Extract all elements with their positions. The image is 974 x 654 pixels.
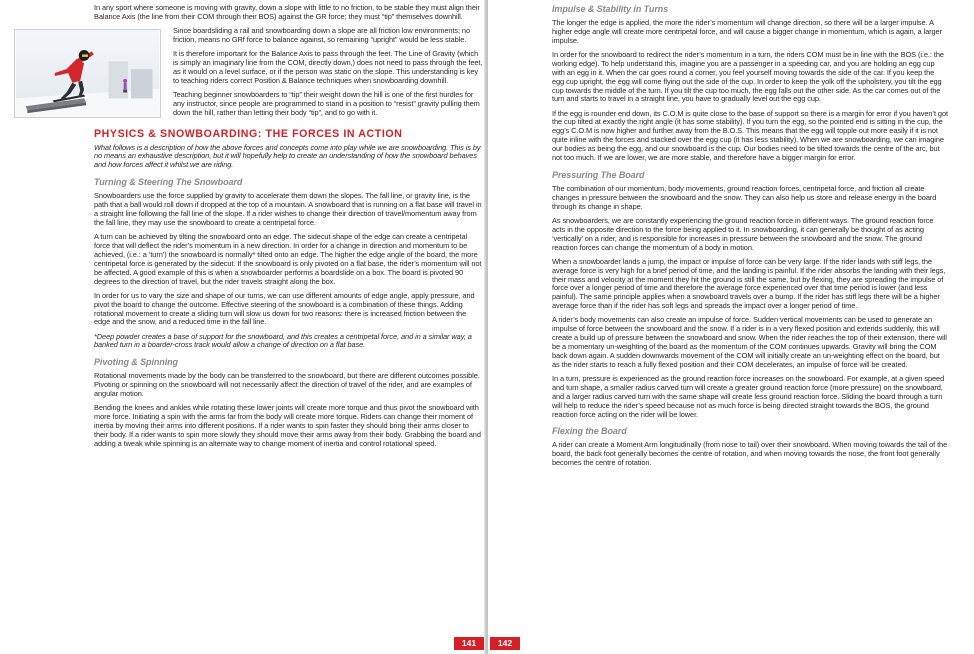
pivot-paragraph-1: Rotational movements made by the body can be transferred to the snowboard, but there are different outcomes possible. Pivoting or spinning on the snowboard will not necessarily affect the direction of travel of the rider, and are examples of angular motion. [94, 371, 480, 399]
pressure-paragraph-1: The combination of our momentum, body movements, ground reaction forces, centripetal force, and friction all create changes in pressure between the snowboard and the snow. They can also help us store and release energy in the board through its change in shape. [552, 183, 937, 211]
photo-graphic [15, 30, 160, 117]
right-page [488, 0, 974, 654]
pressure-paragraph-5: In a turn, pressure is experienced as the ground reaction force increases on the snowboard. For example, at a given speed and turn shape, a smaller radius carved turn will create a greater ground reaction force (more pressure) on the snowboard, and a larger radius carved turn with the same shape will create less ground reaction force. Sliding the board through a turn will help to reduce the rider’s speed because not as much force is being directed straight towards the BOS, the ground reaction force acting on the rider will be lower. [552, 373, 945, 419]
page-number-left: 141 [454, 637, 484, 650]
flex-paragraph-1: A rider can create a Moment Arm longitudinally (from nose to tail) over their snowboard. When moving towards the tail of the board, the back foot generally becomes the centre of rotation, and when moving towards the nose, the front foot generally becomes the centre of rotation. [552, 440, 948, 468]
snowboarder-on-box-photo [14, 29, 161, 118]
subheading-flexing: Flexing the Board [552, 426, 627, 437]
section-title: PHYSICS & SNOWBOARDING: THE FORCES IN ACTION [94, 127, 403, 140]
left-column [94, 4, 484, 454]
impulse-paragraph-2: In order for the snowboard to redirect the rider’s momentum in a turn, the riders COM must be in line with the BOS (i.e.: the working edge). To help understand this, imagine you are a passenger in a speeding car, and you are holding an egg cup with an egg in it. When the car goes round a corner, you feel yourself moving towards the side of the car. If you keep the egg cup upright, the egg will come flying out the side of the cup. In order to keep the yolk off the upholstery, you tilt the egg cup towards the middle of the turn. If you tilt the cup too much, the egg falls out the other side. As the car comes out of the turn and starts to travel in a straight line, you have to gradually level out the egg cup. [552, 49, 944, 104]
pressure-paragraph-4: A rider’s body movements can also create an impulse of force. Sudden vertical movements can be used to generate an impulse of force between the snowboard and the snow. If a rider is in a very flexed position and extends suddenly, this will create a build up of pressure between the snowboard and snow. When the rider reaches the top of their extension, there will be a momentary un-weighting of the board as the momentum of the COM continues upwards. Gravity will bring the COM back down again. A sudden downwards movement of the COM will initially create an un-weighting effect on the board, but as the rider starts to reach a fully flexed position and their COM decelerates, an impulse of force will be created. [552, 315, 947, 369]
intro-paragraph-3: It is therefore important for the Balance Axis to pass through the feet. The Line of Gravity (which is simply an imaginary line from the COM, directly down,) does not need to pass through the feet, as it would on a level surface, or if the person was static on the slope. This understanding is key to teaching riders correct Position & Balance techniques when snowboarding downhill. [173, 49, 483, 85]
turning-paragraph-3: In order for us to vary the size and shape of our turns, we can use different amounts of edge angle, apply pressure, and pivot the board to change the outcome. Effective steering of the snowboard is a combination of these things. Adding rotational movement to create a sliding turn will slow us down for two reasons: there is increased friction between the edge and the snow, and a reduced time in the fall line. [94, 290, 475, 327]
pivot-paragraph-2: Bending the knees and ankles while rotating these lower joints will create more torque and thus pivot the snowboard with more force. Initiating a spin with the arms far from the body will create more torque. Riders can change their moment of inertia by moving their arms into different positions. If a rider wants to spin faster they should bring their arms closer to their body. If a rider wants to spin more slowly they should move their arms away from their body. Grabbing the board and adding a tweak while spinning is an alternate way to change moment of inertia and control rotational speed. [94, 403, 481, 448]
impulse-paragraph-1: The longer the edge is applied, the more the rider’s momentum will change direction, so there will be a larger impulse. A higher edge angle will create more centripetal force, and will cause a bigger change in momentum, which is again, a larger impulse. [552, 18, 942, 45]
pressure-paragraph-3: When a snowboarder lands a jump, the impact or impulse of force can be very large. If the rider lands with stiff legs, the average force is very high for a brief period of time, and the landing is painful. If the rider absorbs the landing with their legs, their mass and velocity at the moment they hit the ground is still the same, but by flexing, they are spreading the impulse of force over a longer period of time and therefore the average force experienced over that time period is lower (and less painful). The same principle applies when a snowboard travels over a bump. If the rider has stiff legs there will be a higher average force than if the rider has soft legs and spreads the impact over a longer period of time. [552, 256, 946, 311]
impulse-paragraph-3: If the egg is rounder end down, its C.O.M is quite close to the base of support so there is a margin for error if you haven’t got the cup tilted at exactly the right angle (it has some stability). If you turn the egg, so the pointed end is sitting in the cup, the egg’s C.O.M is now higher and further away from the B.O.S. This means that the egg will topple out more easily if it is not quite inline with the forces and stacked over the egg cup (it has less stability). When we are snowboarding, we can imagine our bodies as being the egg, and our snowboard is the cup. Our bodies need to be tilted towards the centre of the arc, but not too much. If we are lower, we are more stable, and therefore have a bigger margin for error. [552, 108, 948, 163]
intro-paragraph-2: Since boardsliding a rail and snowboarding down a slope are all friction low environments; no friction, means no GRf force to balance against, so remaining “upright” would be less stable. [173, 26, 470, 44]
subheading-impulse: Impulse & Stability in Turns [552, 4, 669, 14]
turning-paragraph-2: A turn can be achieved by tilting the snowboard onto an edge. The sidecut shape of the edge can create a centripetal force that will deflect the rider’s momentum in a new direction. In order for a change in direction and momentum to be achieved, (i.e.: a ‘turn’) the snowboard is normally* tilted onto an edge. The higher the edge angle of the board, the more centripetal force is generated by the sidecut. If the snowboard is only pivoted on a flat base, the rider’s momentum will not be affected. A good example of this is when a snowboarder performs a boardslide on a box. The board is pivoted 90 degrees to the direction of travel, but the rider travels straight along the box. [94, 232, 482, 286]
subheading-pressuring: Pressuring The Board [552, 169, 645, 180]
intro-paragraph-1: In any sport where someone is moving with gravity, down a slope with little to no friction, to be stable they must align their Balance Axis (the line from their COM through their BOS) against the GR force; they must “tip” themselves downhill. [94, 3, 480, 21]
intro-paragraph-4: Teaching beginner snowboarders to “tip” their weight down the hill is one of the first hurdles for any instructor, since people are programmed to stand in a position to “resist” gravity pulling them down the hill, rather than letting their body “tip”, and to go with it. [173, 89, 480, 117]
subheading-pivoting: Pivoting & Spinning [94, 357, 178, 368]
turning-footnote: *Deep powder creates a base of support for the snowboard, and this creates a centripetal force, and in a similar way, a banked turn in a boarder-cross track would allow a change of direction on a flat base. [94, 331, 472, 350]
right-column [552, 4, 948, 473]
pressure-paragraph-2: As snowboarders, we are constantly experiencing the ground reaction force in different ways. The ground reaction force acts in the opposite direction to the force being applied to it. In snowboarding, it can generally be thought of as acting ‘vertically’ on a rider, and is responsible for increases in pressure between the snowboard and the snow. The ground reaction forces can change the momentum of a body in motion. [552, 215, 934, 252]
left-page [0, 0, 486, 654]
turning-paragraph-1: Snowboarders use the force supplied by gravity to accelerate them down the slopes. The fall line, or gravity line, is the path that a ball would roll down if dropped at the top of a mountain. A snowboard that is running on a flat base will travel in a straight line following the fall line of the slope. If a rider wishes to change their direction of travel/momentum away from the fall line, they may use the snowboard to create a centripetal force. [94, 191, 482, 227]
section-intro: What follows is a description of how the above forces and concepts come into play while we are snowboarding. This is by no means an exhaustive description, but it will hopefully help to create an understanding of how the snowboard behaves and how forces affect it whilst we are riding. [94, 142, 481, 170]
page-number-right: 142 [490, 637, 520, 650]
subheading-turning: Turning & Steering The Snowboard [94, 177, 243, 188]
